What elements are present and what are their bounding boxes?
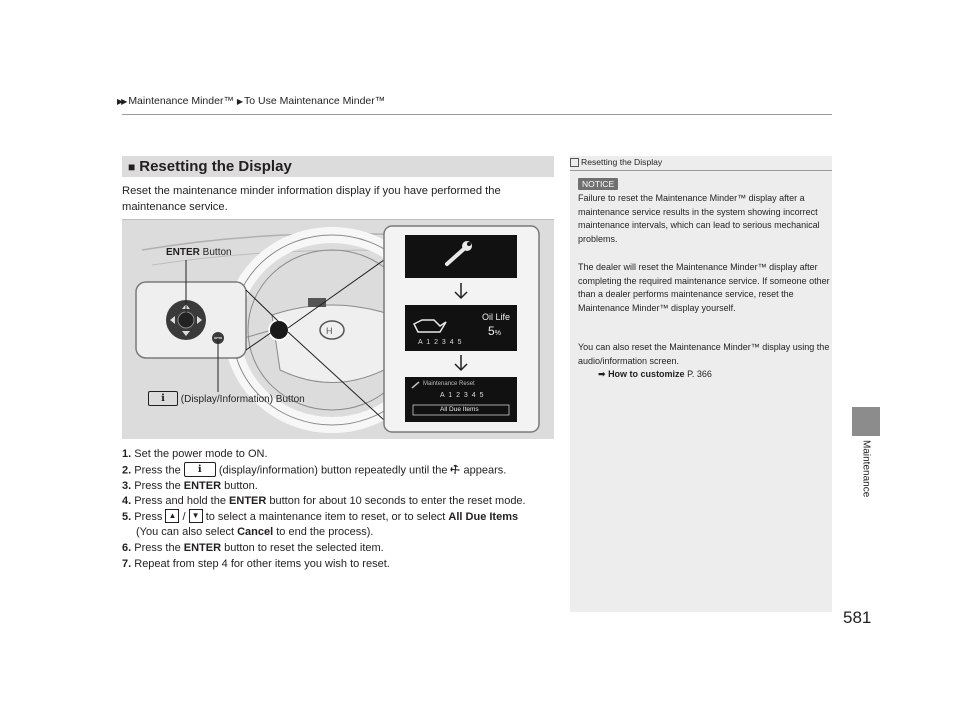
info-button-label: ℹ (Display/Information) Button [148, 392, 305, 407]
list-item: 7. Repeat from step 4 for other items you wish to reset. [122, 557, 390, 570]
note-marker-icon [570, 158, 579, 167]
notice-badge: NOTICE [578, 178, 618, 190]
breadcrumb-arrow-icon: ▶ [236, 97, 242, 106]
breadcrumb-item[interactable]: Maintenance Minder™ [128, 95, 234, 107]
chapter-tab-label[interactable]: Maintenance [860, 440, 872, 498]
info-button-icon: ℹ [148, 391, 178, 406]
note-paragraph: You can also reset the Maintenance Minder™ display using the audio/information screen. [578, 342, 830, 366]
up-arrow-key-icon: ▲ [165, 509, 179, 523]
section-heading [122, 156, 554, 177]
sidebar-note [570, 156, 832, 612]
list-item: 3. Press the ENTER button. [122, 479, 258, 492]
illustration-panel [122, 219, 554, 439]
screen3-code: A 1 2 3 4 5 [440, 392, 485, 399]
page-number: 581 [843, 608, 872, 627]
square-bullet-icon: ■ [128, 159, 136, 174]
screen2-code: A 1 2 3 4 5 [418, 339, 463, 346]
note-paragraph: Failure to reset the Maintenance Minder™ display after a maintenance service results in the system showing incorrect maintenance intervals, which can lead to serious mechanical problems. [578, 193, 820, 244]
screen2-value: 5% [488, 324, 501, 338]
breadcrumb-arrow-icon: ▶▶ [117, 97, 126, 106]
list-item: 5. Press ▲ / ▼ to select a maintenance item to reset, or to select All Due Items [122, 510, 519, 523]
screen2-title: Oil Life [482, 312, 511, 322]
steps-list [122, 447, 562, 572]
enter-button-label: ENTER Button [166, 247, 232, 258]
intro-paragraph: Reset the maintenance minder information display if you have performed the maintenance service. [122, 185, 501, 213]
list-item: 1. Set the power mode to ON. [122, 448, 268, 460]
list-item: 6. Press the ENTER button to reset the selected item. [122, 541, 384, 554]
breadcrumb [117, 95, 385, 107]
reference-arrow-icon: ➡ [598, 369, 606, 379]
down-arrow-key-icon: ▼ [189, 509, 203, 523]
note-divider [570, 170, 832, 171]
note-paragraph: The dealer will reset the Maintenance Minder™ display after completing the required maintenance service. If someone other than a dealer performs maintenance service, reset the Maintenance Minder™ display yourself. [578, 262, 830, 313]
info-button-icon: ℹ [184, 462, 216, 477]
svg-text:H: H [326, 326, 333, 336]
chapter-tab-marker [852, 407, 880, 436]
list-item-continuation: (You can also select Cancel to end the process). [136, 526, 374, 539]
list-item: 4. Press and hold the ENTER button for about 10 seconds to enter the reset mode. [122, 495, 526, 508]
header-divider [122, 114, 832, 115]
note-heading: Resetting the Display [570, 157, 662, 167]
wrench-icon: ⚒ [447, 462, 463, 478]
screen3-item: All Due Items [440, 406, 479, 413]
breadcrumb-item[interactable]: To Use Maintenance Minder™ [244, 95, 386, 107]
screen3-title: Maintenance Reset [423, 381, 475, 387]
cross-reference-link[interactable]: ➡ How to customize P. 366 [598, 369, 712, 379]
list-item: 2. Press the ℹ (display/information) button repeatedly until the ⚒ appears. [122, 462, 507, 478]
section-title: Resetting the Display [139, 158, 292, 175]
